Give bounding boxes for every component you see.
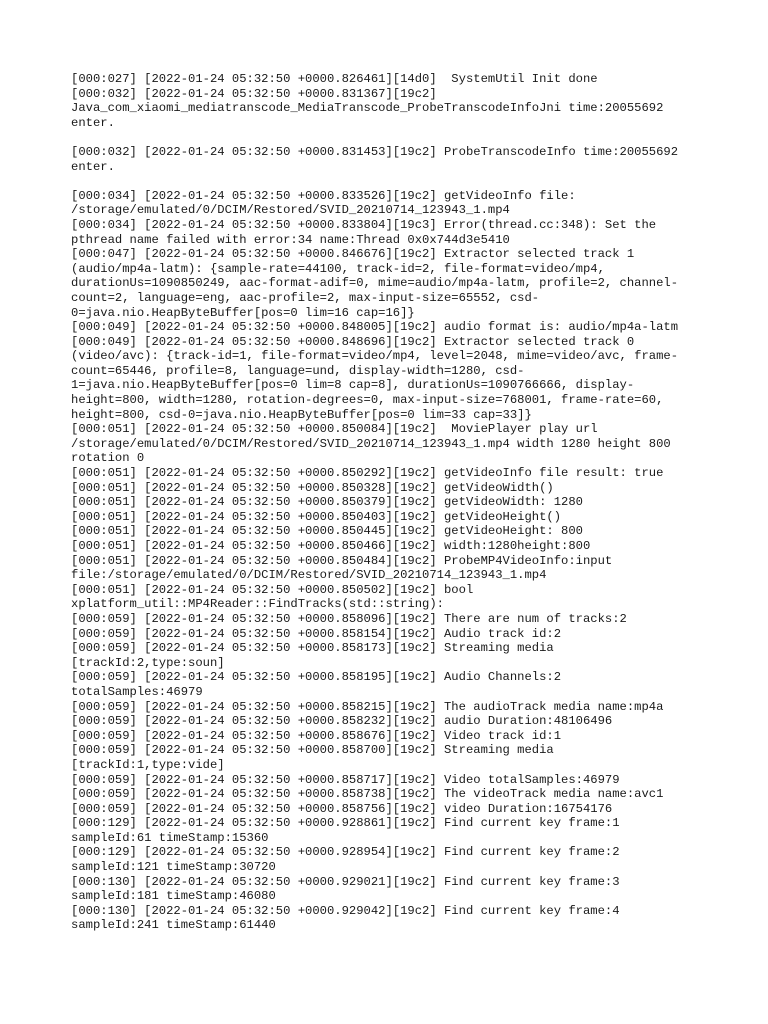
log-line: count=2, language=eng, aac-profile=2, max-input-size=65552, csd- bbox=[71, 290, 540, 305]
log-line: xplatform_util::MP4Reader::FindTracks(std::string): bbox=[71, 597, 444, 612]
log-text-block bbox=[71, 72, 711, 933]
log-line: [000:051] [2022-01-24 05:32:50 +0000.850484][19c2] ProbeMP4VideoInfo:input bbox=[71, 553, 613, 568]
log-line: sampleId:241 timeStamp:61440 bbox=[71, 918, 276, 933]
log-line: [000:034] [2022-01-24 05:32:50 +0000.833804][19c3] Error(thread.cc:348): Set the bbox=[71, 217, 657, 232]
log-line: rotation 0 bbox=[71, 451, 145, 466]
log-line: [000:051] [2022-01-24 05:32:50 +0000.850379][19c2] getVideoWidth: 1280 bbox=[71, 495, 583, 510]
log-line: count=65446, profile=8, language=und, display-width=1280, csd- bbox=[71, 363, 525, 378]
log-line: sampleId:181 timeStamp:46080 bbox=[71, 889, 276, 904]
log-line: [000:130] [2022-01-24 05:32:50 +0000.929042][19c2] Find current key frame:4 bbox=[71, 903, 620, 918]
log-line: [trackId:2,type:soun] bbox=[71, 655, 225, 670]
log-line: totalSamples:46979 bbox=[71, 684, 203, 699]
log-line: [000:034] [2022-01-24 05:32:50 +0000.833526][19c2] getVideoInfo file: bbox=[71, 188, 576, 203]
log-line: [000:059] [2022-01-24 05:32:50 +0000.858756][19c2] video Duration:16754176 bbox=[71, 801, 613, 816]
log-line: [000:059] [2022-01-24 05:32:50 +0000.858232][19c2] audio Duration:48106496 bbox=[71, 714, 613, 729]
log-line: [trackId:1,type:vide] bbox=[71, 757, 225, 772]
log-line: /storage/emulated/0/DCIM/Restored/SVID_20210714_123943_1.mp4 bbox=[71, 203, 510, 218]
log-line: sampleId:121 timeStamp:30720 bbox=[71, 860, 276, 875]
log-line: [000:130] [2022-01-24 05:32:50 +0000.929021][19c2] Find current key frame:3 bbox=[71, 874, 620, 889]
log-line: [000:051] [2022-01-24 05:32:50 +0000.850502][19c2] bool bbox=[71, 582, 474, 597]
log-line: pthread name failed with error:34 name:Thread 0x0x744d3e5410 bbox=[71, 232, 510, 247]
log-line: height=800, csd-0=java.nio.HeapByteBuffer[pos=0 lim=33 cap=33]} bbox=[71, 407, 532, 422]
blank-line bbox=[71, 174, 711, 189]
log-line: [000:051] [2022-01-24 05:32:50 +0000.850328][19c2] getVideoWidth() bbox=[71, 480, 554, 495]
blank-line bbox=[71, 130, 711, 145]
log-line: [000:059] [2022-01-24 05:32:50 +0000.858215][19c2] The audioTrack media name:mp4a bbox=[71, 699, 664, 714]
log-line: [000:032] [2022-01-24 05:32:50 +0000.831367][19c2] bbox=[71, 86, 437, 101]
log-line: [000:129] [2022-01-24 05:32:50 +0000.928861][19c2] Find current key frame:1 bbox=[71, 816, 620, 831]
log-line: 1=java.nio.HeapByteBuffer[pos=0 lim=8 cap=8], durationUs=1090766666, display- bbox=[71, 378, 635, 393]
log-line: height=800, width=1280, rotation-degrees=0, max-input-size=768001, frame-rate=60, bbox=[71, 393, 664, 408]
log-line: [000:059] [2022-01-24 05:32:50 +0000.858173][19c2] Streaming media bbox=[71, 641, 554, 656]
log-line: Java_com_xiaomi_mediatranscode_MediaTranscode_ProbeTranscodeInfoJni time:20055692 bbox=[71, 101, 664, 116]
log-line: [000:129] [2022-01-24 05:32:50 +0000.928954][19c2] Find current key frame:2 bbox=[71, 845, 620, 860]
log-line: [000:051] [2022-01-24 05:32:50 +0000.850084][19c2] MoviePlayer play url bbox=[71, 422, 598, 437]
log-line: enter. bbox=[71, 115, 115, 130]
log-line: [000:059] [2022-01-24 05:32:50 +0000.858154][19c2] Audio track id:2 bbox=[71, 626, 562, 641]
log-line: 0=java.nio.HeapByteBuffer[pos=0 lim=16 cap=16]} bbox=[71, 305, 415, 320]
log-line: enter. bbox=[71, 159, 115, 174]
log-line: [000:049] [2022-01-24 05:32:50 +0000.848005][19c2] audio format is: audio/mp4a-latm bbox=[71, 320, 679, 335]
log-line: durationUs=1090850249, aac-format-adif=0, mime=audio/mp4a-latm, profile=2, channel- bbox=[71, 276, 679, 291]
log-line: [000:049] [2022-01-24 05:32:50 +0000.848696][19c2] Extractor selected track 0 bbox=[71, 334, 635, 349]
log-line: (video/avc): {track-id=1, file-format=video/mp4, level=2048, mime=video/avc, frame- bbox=[71, 349, 679, 364]
log-line: [000:059] [2022-01-24 05:32:50 +0000.858700][19c2] Streaming media bbox=[71, 743, 554, 758]
log-line: [000:059] [2022-01-24 05:32:50 +0000.858738][19c2] The videoTrack media name:avc1 bbox=[71, 787, 664, 802]
log-line: file:/storage/emulated/0/DCIM/Restored/SVID_20210714_123943_1.mp4 bbox=[71, 568, 547, 583]
log-line: [000:047] [2022-01-24 05:32:50 +0000.846676][19c2] Extractor selected track 1 bbox=[71, 247, 635, 262]
log-line: [000:059] [2022-01-24 05:32:50 +0000.858717][19c2] Video totalSamples:46979 bbox=[71, 772, 620, 787]
log-line: [000:059] [2022-01-24 05:32:50 +0000.858676][19c2] Video track id:1 bbox=[71, 728, 562, 743]
log-line: sampleId:61 timeStamp:15360 bbox=[71, 830, 269, 845]
log-line: [000:032] [2022-01-24 05:32:50 +0000.831453][19c2] ProbeTranscodeInfo time:20055692 bbox=[71, 144, 679, 159]
log-line: [000:051] [2022-01-24 05:32:50 +0000.850445][19c2] getVideoHeight: 800 bbox=[71, 524, 583, 539]
log-line: [000:027] [2022-01-24 05:32:50 +0000.826461][14d0] SystemUtil Init done bbox=[71, 72, 598, 86]
log-line: [000:051] [2022-01-24 05:32:50 +0000.850403][19c2] getVideoHeight() bbox=[71, 509, 562, 524]
log-line: (audio/mp4a-latm): {sample-rate=44100, track-id=2, file-format=video/mp4, bbox=[71, 261, 605, 276]
log-line: [000:059] [2022-01-24 05:32:50 +0000.858195][19c2] Audio Channels:2 bbox=[71, 670, 562, 685]
log-line: [000:051] [2022-01-24 05:32:50 +0000.850466][19c2] width:1280height:800 bbox=[71, 539, 591, 553]
log-line: [000:059] [2022-01-24 05:32:50 +0000.858096][19c2] There are num of tracks:2 bbox=[71, 611, 627, 626]
log-line: [000:051] [2022-01-24 05:32:50 +0000.850292][19c2] getVideoInfo file result: true bbox=[71, 466, 664, 481]
log-line: /storage/emulated/0/DCIM/Restored/SVID_20210714_123943_1.mp4 width 1280 height 800 bbox=[71, 436, 671, 451]
